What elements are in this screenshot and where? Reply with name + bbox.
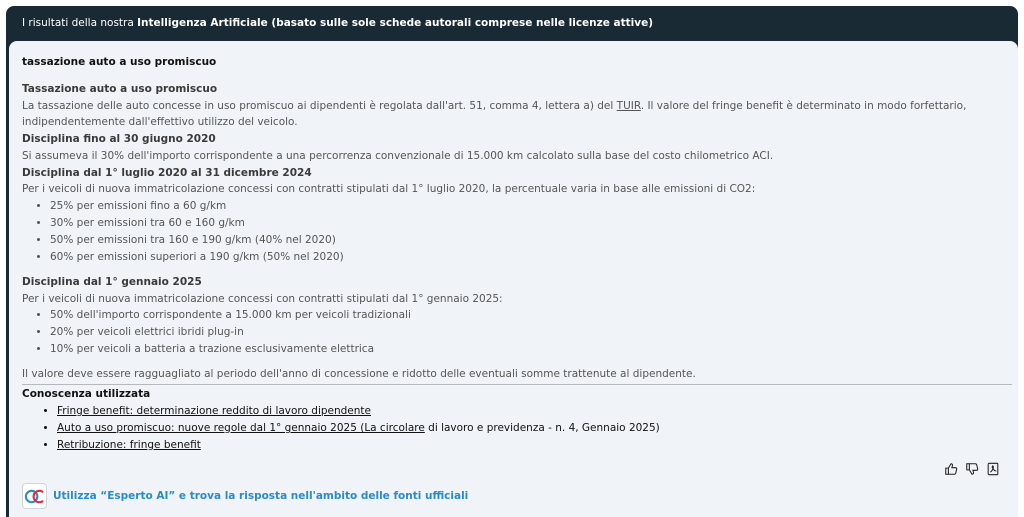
section2-title: Disciplina dal 1° luglio 2020 al 31 dicembre 2024 [22, 166, 312, 179]
expert-ai-link[interactable]: Utilizza “Esperto AI” e trova la risposta nell'ambito delle fonti ufficiali [53, 490, 469, 502]
answer-intro-text: La tassazione delle auto concesse in uso promiscuo ai dipendenti è regolata dall'art. 51, comma 4, lettera a) del [22, 99, 617, 112]
list-item: • 60% per emissioni superiori a 190 g/km (50% nel 2020) [50, 249, 1007, 266]
knowledge-link-retribuzione[interactable]: Retribuzione: fringe benefit [57, 439, 201, 451]
query-text: tassazione auto a uso promiscuo [22, 56, 217, 68]
section1-text: Si assumeva il 30% dell'importo corrispondente a una percorrenza convenzionale di 15.000 km calcolato sulla base del costo chilometrico ACI. [22, 149, 774, 162]
pdf-icon [986, 462, 1000, 476]
answer-panel [9, 41, 1018, 517]
section3-title: Disciplina dal 1° gennaio 2025 [22, 275, 202, 288]
divider [22, 384, 1012, 385]
section3-text: Per i veicoli di nuova immatricolazione concessi con contratti stipulati dal 1° gennaio 2025: [22, 292, 503, 305]
section2-list [22, 198, 1007, 266]
knowledge-link-fringe-benefit[interactable]: Fringe benefit: determinazione reddito di lavoro dipendente [57, 405, 371, 417]
list-item: • 25% per emissioni fino a 60 g/km [50, 198, 1007, 215]
header-bold: Intelligenza Artificiale (basato sulle sole schede autorali comprese nelle licenze attive) [137, 17, 654, 29]
section3-list [22, 307, 1007, 358]
knowledge-item [57, 420, 1007, 437]
section1-title: Disciplina fino al 30 giugno 2020 [22, 133, 216, 146]
spacer [22, 358, 1007, 366]
answer-closing: Il valore deve essere ragguagliato al periodo dell'anno di concessione e ridotto delle eventuali somme trattenute al dipendente. [22, 368, 696, 381]
list-item: • 10% per veicoli a batteria a trazione esclusivamente elettrica [50, 341, 1007, 358]
thumbs-down-button[interactable] [964, 461, 980, 477]
answer-body [22, 81, 1007, 383]
expert-ai-promo [22, 483, 468, 509]
knowledge-item [57, 437, 1007, 454]
knowledge-item [57, 403, 1007, 420]
list-item: • 20% per veicoli elettrici ibridi plug-in [50, 324, 1007, 341]
knowledge-title: Conoscenza utilizzata [22, 388, 151, 400]
thumbs-up-button[interactable] [943, 461, 959, 477]
thumbs-down-icon [965, 462, 979, 476]
results-header [22, 14, 653, 32]
answer-title: Tassazione auto a uso promiscuo [22, 83, 218, 95]
section2-text: Per i veicoli di nuova immatricolazione concessi con contratti stipulati dal 1° luglio 2020, la percentuale varia in base alle emissioni di CO2: [22, 183, 756, 196]
pdf-button[interactable] [985, 461, 1001, 477]
list-item: • 50% dell'importo corrispondente a 15.000 km per veicoli tradizionali [50, 307, 1007, 324]
knowledge-section [22, 386, 1007, 454]
knowledge-list [22, 403, 1007, 454]
knowledge-link-auto-promiscuo[interactable]: Auto a uso promiscuo: nuove regole dal 1° gennaio 2025 (La circolare [57, 422, 425, 434]
spacer [22, 266, 1007, 274]
knowledge-item-rest: di lavoro e previdenza - n. 4, Gennaio 2025) [424, 422, 660, 434]
expert-ai-logo [22, 483, 47, 509]
tuir-link[interactable]: TUIR [616, 99, 641, 112]
thumbs-up-icon [944, 462, 958, 476]
answer-intro-text-after: . Il valore del fringe benefit è determinato in modo forfettario, indipendentemente dall'effettivo utilizzo del veicolo. [22, 99, 967, 129]
answer-intro [22, 98, 1007, 131]
ec-logo-icon [24, 486, 45, 507]
list-item: • 30% per emissioni tra 60 e 160 g/km [50, 215, 1007, 232]
list-item: • 50% per emissioni tra 160 e 190 g/km (40% nel 2020) [50, 232, 1007, 249]
feedback-actions [943, 461, 1001, 477]
header-intro: I risultati della nostra [22, 17, 138, 29]
